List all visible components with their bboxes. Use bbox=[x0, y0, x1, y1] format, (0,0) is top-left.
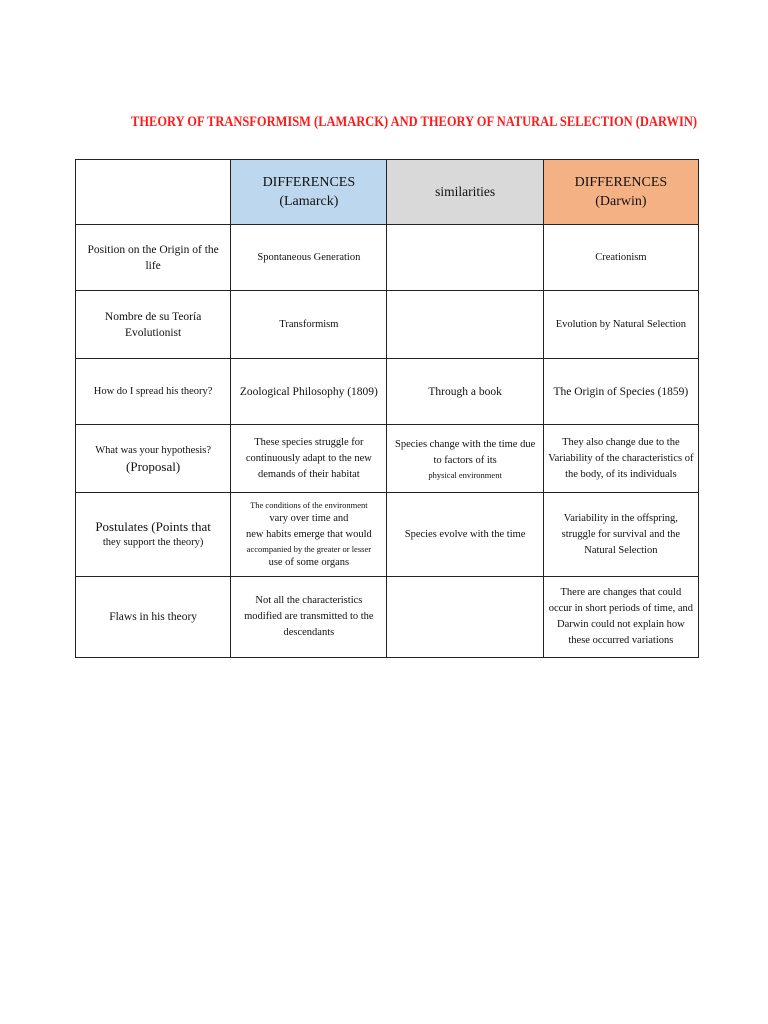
row-label-flaws: Flaws in his theory bbox=[76, 577, 231, 658]
header-empty-cell bbox=[76, 160, 231, 225]
cell-text: The conditions of the environment bbox=[250, 499, 368, 510]
table-row bbox=[76, 577, 699, 658]
cell-similar-origin bbox=[387, 225, 543, 291]
cell-text: they support the theory) bbox=[102, 536, 204, 548]
header-darwin-subtitle: (Darwin) bbox=[595, 194, 647, 209]
cell-text: Species change with the time due to factors of its bbox=[394, 438, 536, 466]
row-label-theory-name: Nombre de su Teoría Evolutionist bbox=[76, 291, 231, 359]
cell-similar-spread bbox=[387, 359, 543, 425]
cell-text: physical environment bbox=[428, 469, 502, 480]
cell-text: There are changes that could occur in short periods of time, and Darwin could not explain how these occurred variations bbox=[548, 587, 694, 646]
table-row bbox=[76, 359, 699, 425]
cell-darwin-theory-name bbox=[543, 291, 698, 359]
table-row bbox=[76, 225, 699, 291]
header-similarities-label: similarities bbox=[435, 183, 496, 199]
cell-lamarck-origin bbox=[231, 225, 387, 291]
cell-text: Postulates (Points that bbox=[95, 518, 211, 534]
header-lamarck-subtitle: (Lamarck) bbox=[279, 194, 339, 209]
cell-lamarck-hypothesis bbox=[231, 425, 387, 493]
cell-darwin-flaws bbox=[543, 577, 698, 658]
cell-darwin-postulates bbox=[543, 493, 698, 577]
cell-text: How do I spread his theory? bbox=[93, 385, 213, 397]
document-title: THEORY OF TRANSFORMISM (LAMARCK) AND THEORY OF NATURAL SELECTION (DARWIN) bbox=[131, 114, 698, 130]
cell-text: Species evolve with the time bbox=[404, 528, 526, 540]
cell-text: Transformism bbox=[279, 318, 339, 330]
row-label-origin: Position on the Origin of the life bbox=[76, 225, 231, 291]
comparison-table bbox=[75, 159, 699, 658]
cell-lamarck-theory-name bbox=[231, 291, 387, 359]
cell-darwin-spread bbox=[543, 359, 698, 425]
cell-text: What was your hypothesis? bbox=[95, 444, 211, 456]
cell-text: Evolution by Natural Selection bbox=[555, 318, 687, 330]
cell-text: Variability in the offspring, struggle for survival and the Natural Selection bbox=[561, 512, 681, 556]
table-row bbox=[76, 291, 699, 359]
row-label-postulates bbox=[76, 493, 231, 577]
cell-similar-hypothesis bbox=[387, 425, 543, 493]
cell-text: Not all the characteristics modified are transmitted to the descendants bbox=[244, 595, 374, 638]
cell-lamarck-spread bbox=[231, 359, 387, 425]
cell-similar-flaws bbox=[387, 577, 543, 658]
cell-text: accompanied by the greater or lesser bbox=[246, 543, 372, 554]
cell-lamarck-postulates bbox=[231, 493, 387, 577]
cell-lamarck-flaws bbox=[231, 577, 387, 658]
header-darwin-title: DIFFERENCES bbox=[574, 175, 668, 190]
cell-similar-postulates bbox=[387, 493, 543, 577]
row-label-spread bbox=[76, 359, 231, 425]
cell-text: These species struggle for continuously adapt to the new demands of their habitat bbox=[245, 436, 372, 480]
table-row bbox=[76, 493, 699, 577]
cell-text: new habits emerge that would bbox=[245, 528, 372, 540]
cell-text: The Origin of Species (1859) bbox=[553, 385, 689, 398]
cell-text: (Proposal) bbox=[126, 458, 181, 474]
cell-text: vary over time and bbox=[269, 512, 349, 524]
cell-text: Zoological Philosophy (1809) bbox=[239, 385, 378, 398]
header-lamarck-title: DIFFERENCES bbox=[262, 175, 356, 190]
cell-text: use of some organs bbox=[268, 556, 350, 568]
table-header-row bbox=[76, 160, 699, 225]
row-label-hypothesis bbox=[76, 425, 231, 493]
cell-similar-theory-name bbox=[387, 291, 543, 359]
cell-text: Through a book bbox=[428, 385, 502, 398]
cell-text: Spontaneous Generation bbox=[257, 251, 361, 263]
cell-darwin-hypothesis bbox=[543, 425, 698, 493]
cell-darwin-origin bbox=[543, 225, 698, 291]
header-lamarck bbox=[231, 160, 387, 225]
header-darwin bbox=[543, 160, 698, 225]
cell-text: They also change due to the Variability of the characteristics of the body, of its individuals bbox=[548, 436, 694, 480]
table-row bbox=[76, 425, 699, 493]
cell-text: Creationism bbox=[595, 251, 647, 263]
header-similarities bbox=[387, 160, 543, 225]
